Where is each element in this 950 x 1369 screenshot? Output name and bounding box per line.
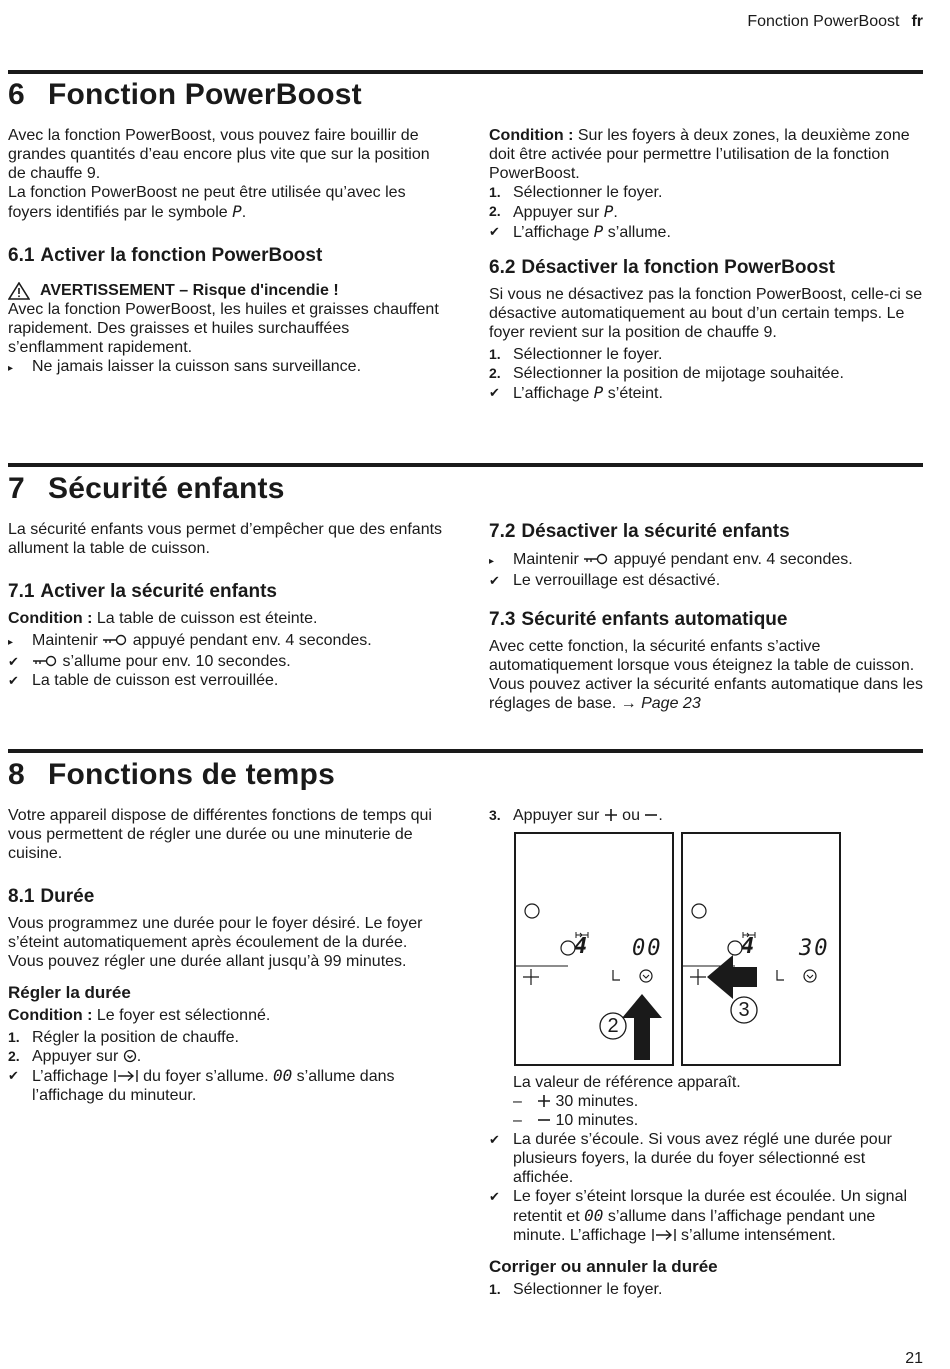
sec8-right-column-lower	[489, 1073, 929, 1299]
sec6-left-column	[8, 126, 448, 378]
arrow-up-icon	[622, 994, 662, 1060]
chapter-title-6: 6 Fonction PowerBoost	[8, 78, 362, 111]
clock-icon	[123, 1049, 137, 1063]
hob-indicator-icon	[692, 904, 706, 918]
control-panel-illustration-1	[514, 832, 674, 1066]
sec72-result: ✔ Le verrouillage est désactivé.	[489, 572, 721, 589]
header-lang: fr	[911, 13, 923, 30]
control-panel-illustration-2	[681, 832, 841, 1066]
timer-bar-icon	[113, 1069, 139, 1083]
sec6-result: ✔ L’affichage P s’allume.	[489, 222, 671, 241]
warning-triangle-icon	[8, 282, 30, 300]
sec81-text1: Vous programmez une durée pour le foyer désiré. Le foyer s’éteint automatiquement après écoulement de la durée.	[8, 915, 423, 951]
panel-time: 00	[632, 936, 663, 961]
heading-6-1: 6.1 Activer la fonction PowerBoost	[8, 245, 323, 266]
section-rule	[8, 70, 923, 74]
sec71-condition: Condition : La table de cuisson est éteinte.	[8, 610, 318, 627]
sec7-intro: La sécurité enfants vous permet d’empêcher que des enfants allument la table de cuisson.	[8, 521, 443, 557]
sec81-step1: 1. Régler la position de chauffe.	[8, 1029, 239, 1046]
section-rule	[8, 749, 923, 753]
sec8-step3: 3. Appuyer sur ou .	[489, 807, 663, 824]
sec71-action: ▸ Maintenir appuyé pendant env. 4 secondes.	[8, 632, 372, 649]
heading-corriger: Corriger ou annuler la durée	[489, 1257, 718, 1276]
sec8-intro: Votre appareil dispose de différentes fonctions de temps qui vous permettent de régler une durée ou une minuterie de cuisine.	[8, 807, 432, 862]
sec6-step1: 1. Sélectionner le foyer.	[489, 184, 663, 201]
panel-level: 4	[574, 934, 588, 959]
hob-indicator-icon	[561, 941, 575, 955]
sec81-step2: 2. Appuyer sur .	[8, 1048, 142, 1065]
sec81-condition: Condition : Le foyer est sélectionné.	[8, 1007, 271, 1024]
callout-number: 3	[738, 999, 750, 1021]
sec72-action: ▸ Maintenir appuyé pendant env. 4 secondes.	[489, 551, 853, 568]
minus-icon	[537, 1113, 551, 1127]
plus-icon	[523, 969, 539, 985]
sec62-step1: 1. Sélectionner le foyer.	[489, 346, 663, 363]
page-number: 21	[905, 1350, 923, 1367]
heading-7-3: 7.3 Sécurité enfants automatique	[489, 609, 788, 630]
heading-7-1: 7.1 Activer la sécurité enfants	[8, 581, 277, 602]
hob-indicator-icon	[525, 904, 539, 918]
sec6-step2: 2. Appuyer sur P.	[489, 202, 618, 221]
sec81-result: ✔ L’affichage du foyer s’allume. 00 s’allume dans l’affichage du minuteur.	[8, 1066, 395, 1104]
sec73-text: Avec cette fonction, la sécurité enfants s’active automatiquement lorsque vous éteignez la table de cuisson. Vous pouvez activer la sécurité enfants automatique dans les réglages de base. → Page 23	[489, 638, 924, 712]
lock-key-icon	[102, 634, 128, 646]
chapter-title-7: 7 Sécurité enfants	[8, 472, 285, 505]
sec6-intro1: Avec la fonction PowerBoost, vous pouvez faire bouillir de grandes quantités d’eau encore plus vite que sur la position de chauffe 9.	[8, 127, 430, 182]
panel-time: 30	[799, 936, 830, 961]
header-title: Fonction PowerBoost	[747, 13, 900, 30]
corriger-step1: 1. Sélectionner le foyer.	[489, 1281, 663, 1298]
warning-text: Avec la fonction PowerBoost, les huiles et graisses chauffent rapidement. Des graisses et huiles surchauffées s’enflamment rapidement.	[8, 301, 439, 356]
p-symbol: P	[232, 202, 242, 221]
sec6-right-column	[489, 126, 929, 403]
sec6-condition: Condition : Sur les foyers à deux zones, la deuxième zone doit être activée pour permettre l’utilisation de la fonction PowerBoost.	[489, 127, 910, 182]
lock-key-icon	[583, 553, 609, 565]
warning-title: AVERTISSEMENT – Risque d'incendie !	[8, 281, 448, 300]
clock-icon	[804, 970, 816, 982]
sec71-result1: ✔ s’allume pour env. 10 secondes.	[8, 653, 291, 670]
sec62-step2: 2. Sélectionner la position de mijotage souhaitée.	[489, 365, 844, 382]
plus-line: – 30 minutes.	[513, 1093, 639, 1110]
page-link: → Page 23	[620, 695, 701, 712]
heading-6-2: 6.2 Désactiver la fonction PowerBoost	[489, 257, 835, 278]
sec7-right-column	[489, 520, 929, 713]
minus-icon	[644, 808, 658, 822]
sec8-result3: ✔ Le foyer s’éteint lorsque la durée est écoulée. Un signal retentit et 00 s’allume dans l’affichage pendant une minute. L’affichage s’allume intensément.	[489, 1188, 908, 1244]
minus-line: – 10 minutes.	[513, 1112, 639, 1129]
running-header	[747, 12, 923, 31]
panel-level: 4	[741, 934, 755, 959]
sec6-intro2: La fonction PowerBoost ne peut être utilisée qu’avec les foyers identifiés par le symbole P.	[8, 184, 406, 221]
sec62-result: ✔ L’affichage P s’éteint.	[489, 383, 663, 402]
lock-key-icon	[32, 655, 58, 667]
sec71-result2: ✔ La table de cuisson est verrouillée.	[8, 672, 279, 689]
chapter-title-8: 8 Fonctions de temps	[8, 758, 335, 791]
sec8-left-column	[8, 806, 448, 1105]
sec81-text2: Vous pouvez régler une durée allant jusqu’à 99 minutes.	[8, 953, 407, 970]
clock-icon	[640, 970, 652, 982]
heading-7-2: 7.2 Désactiver la sécurité enfants	[489, 521, 790, 542]
sec8-result2: ✔ La durée s’écoule. Si vous avez réglé une durée pour plusieurs foyers, la durée du foyer sélectionné est affichée.	[489, 1131, 892, 1186]
warning-action: ▸ Ne jamais laisser la cuisson sans surveillance.	[8, 358, 362, 375]
callout-number: 2	[607, 1015, 619, 1037]
heading-regler: Régler la durée	[8, 983, 131, 1002]
arrow-left-icon	[707, 955, 757, 999]
section-rule	[8, 463, 923, 467]
zero-display: 00	[272, 1066, 293, 1085]
sec7-left-column	[8, 520, 448, 690]
sec8-right-column	[489, 806, 929, 825]
hob-indicator-icon	[728, 941, 742, 955]
timer-bar-icon	[651, 1228, 677, 1242]
heading-8-1: 8.1 Durée	[8, 886, 95, 907]
sec62-text: Si vous ne désactivez pas la fonction PowerBoost, celle-ci se désactive automatiquement au bout d’un certain temps. Le foyer revient sur la position de chauffe 9.	[489, 286, 923, 341]
plus-icon	[537, 1094, 551, 1108]
ref-text: La valeur de référence apparaît.	[513, 1074, 741, 1091]
plus-icon	[604, 808, 618, 822]
plus-icon	[690, 969, 706, 985]
